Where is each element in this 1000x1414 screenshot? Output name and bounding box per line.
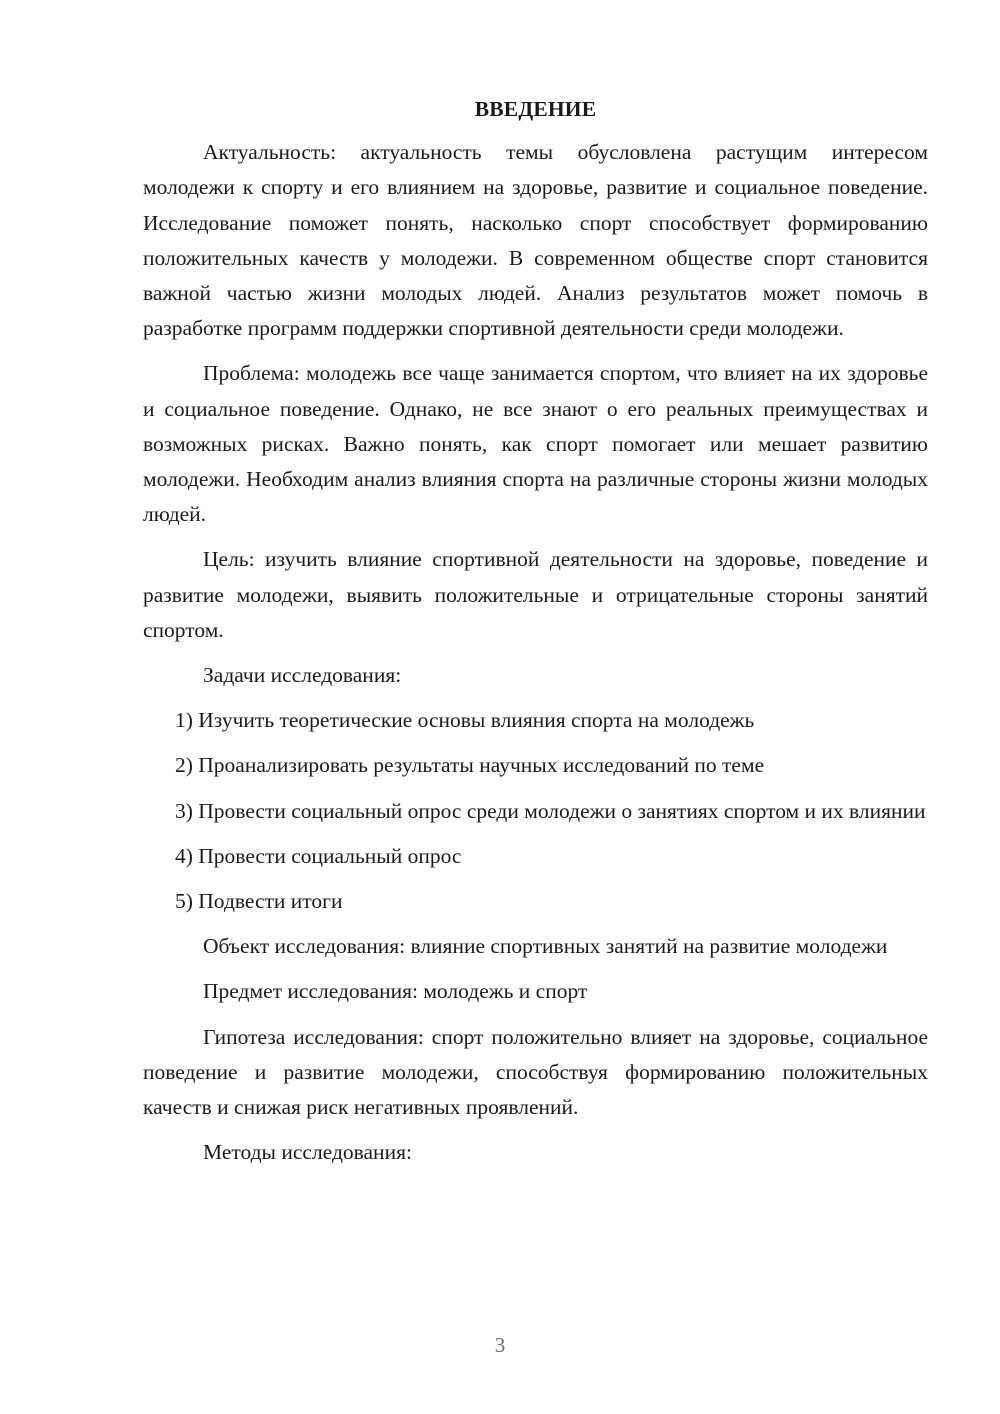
paragraph-methods: Методы исследования: [203,1140,412,1165]
task-item: 4) Провести социальный опрос [175,843,462,868]
task-item: 1) Изучить теоретические основы влияния спорта на молодежь [175,708,755,733]
paragraph-goal: Цель: изучить влияние спортивной деятельности на здоровье, поведение и развитие молодежи, выявить положительные и отрицательные стороны занятий спортом. [143,547,928,642]
paragraph-subject: Предмет исследования: молодежь и спорт [203,979,588,1004]
document-page [143,92,928,1180]
paragraph-relevance: Актуальность: актуальность темы обусловлена растущим интересом молодежи к спорту и его влиянием на здоровье, развитие и социальное поведение. Исследование поможет понять, насколько спорт способствует формированию положительных качеств у молодежи. В современном обществе спорт становится важной частью жизни молодых людей. Анализ результатов может помочь в разработке программ поддержки спортивной деятельности среди молодежи. [143,140,928,341]
page-number: 3 [494,1333,506,1357]
task-item: 2) Проанализировать результаты научных исследований по теме [175,753,765,778]
task-item: 3) Провести социальный опрос среди молодежи о занятиях спортом и их влиянии [175,798,926,823]
paragraph-tasks-heading: Задачи исследования: [203,663,402,688]
task-item: 5) Подвести итоги [175,889,343,914]
paragraph-object: Объект исследования: влияние спортивных занятий на развитие молодежи [203,934,888,959]
paragraph-problem: Проблема: молодежь все чаще занимается спортом, что влияет на их здоровье и социальное поведение. Однако, не все знают о его реальных преимуществах и возможных рисках. Важно понять, как спорт помогает или мешает развитию молодежи. Необходим анализ влияния спорта на различные стороны жизни молодых людей. [143,361,928,527]
paragraph-hypothesis: Гипотеза исследования: спорт положительно влияет на здоровье, социальное поведение и развитие молодежи, способствуя формированию положительных качеств и снижая риск негативных проявлений. [143,1024,928,1120]
section-title: ВВЕДЕНИЕ [474,97,597,121]
